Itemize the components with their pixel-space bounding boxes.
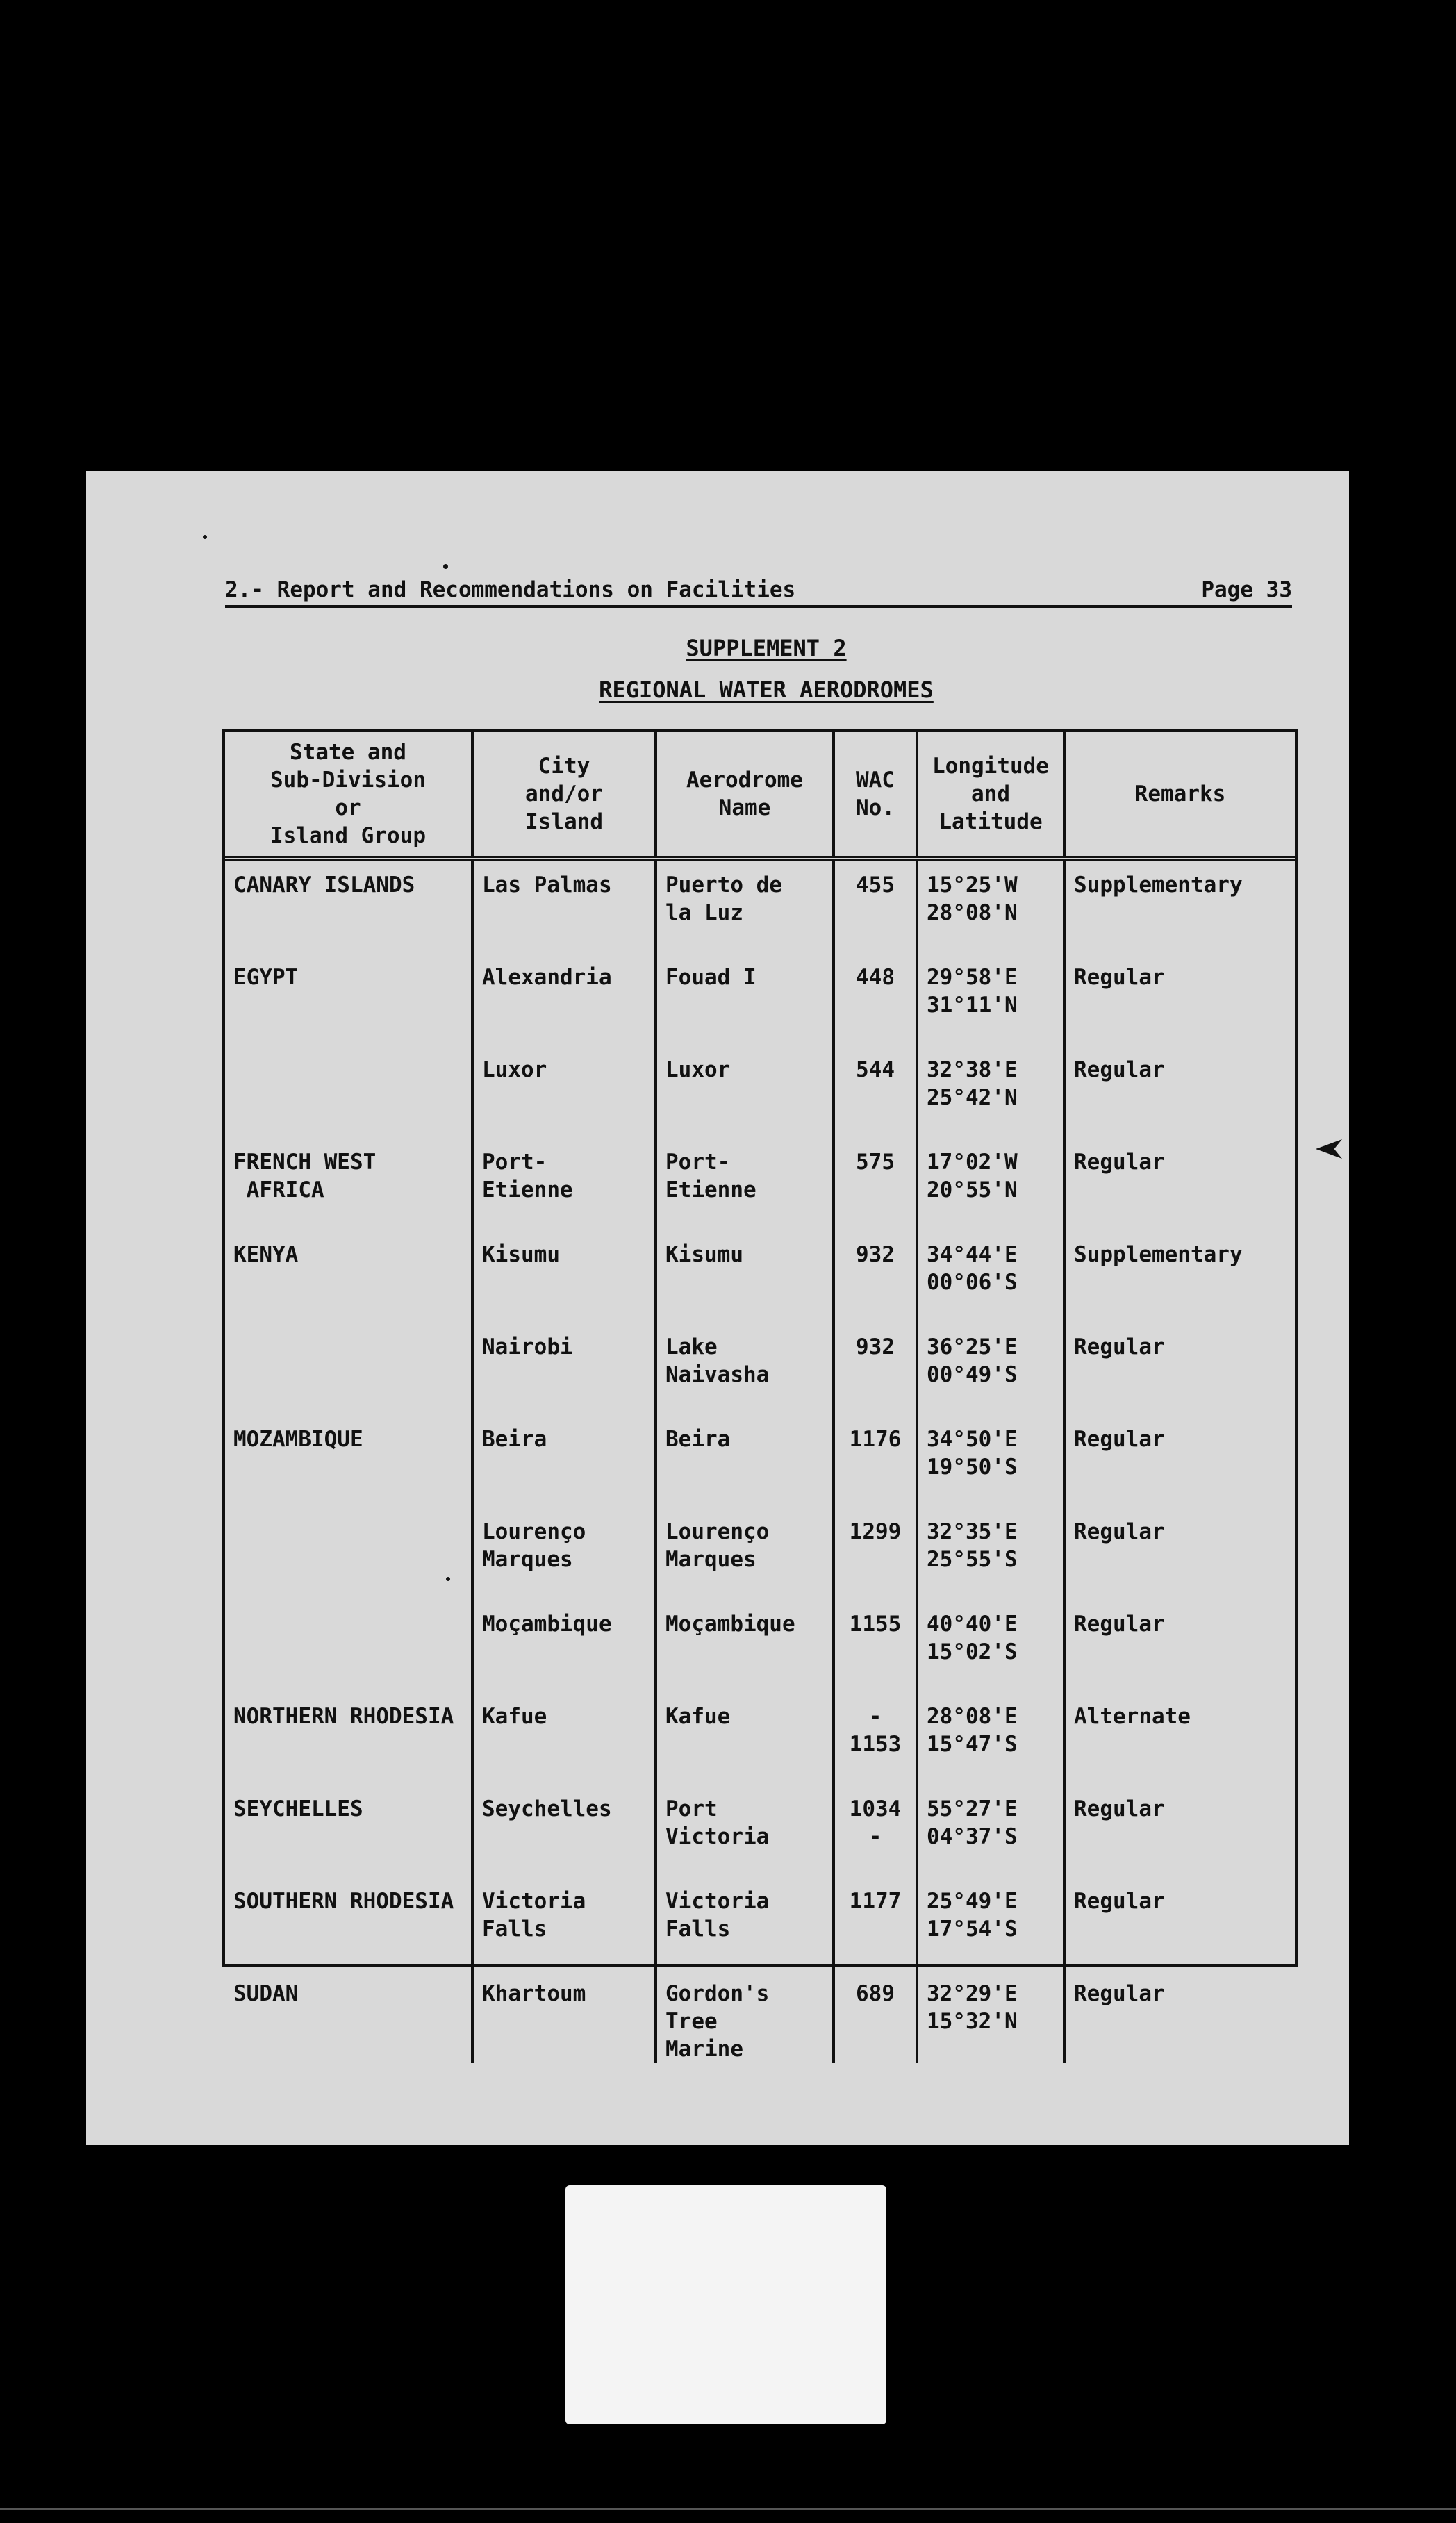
table-row (225, 1878, 1295, 1970)
cell-coordinates: 15°25'W 28°08'N (917, 859, 1064, 954)
cell-aerodrome: Puerto de la Luz (656, 859, 834, 954)
cell-coordinates: 32°38'E 25°42'N (917, 1046, 1064, 1139)
cell-remarks: Regular (1064, 1508, 1295, 1600)
table-header-row (225, 732, 1295, 859)
cell-state (225, 1323, 472, 1416)
cell-city: Alexandria (472, 954, 656, 1046)
cell-city: Khartoum (472, 1970, 656, 2063)
cell-state: EGYPT (233, 965, 299, 990)
header-section-title: 2.- Report and Recommendations on Facilities (225, 577, 796, 602)
cell-state: SEYCHELLES (233, 1796, 363, 1821)
cell-aerodrome: Lourenço Marques (656, 1508, 834, 1600)
cell-remarks: Regular (1064, 1878, 1295, 1970)
table-row (225, 1970, 1295, 2063)
document-page (86, 471, 1349, 2145)
cell-remarks: Regular (1064, 954, 1295, 1046)
cell-coordinates: 34°50'E 19°50'S (917, 1416, 1064, 1508)
cell-wac: 455 (834, 859, 917, 954)
supplement-title: SUPPLEMENT 2 (686, 635, 847, 661)
cell-wac: 1034 - (834, 1785, 917, 1878)
cell-coordinates: 29°58'E 31°11'N (917, 954, 1064, 1046)
cell-coordinates: 55°27'E 04°37'S (917, 1785, 1064, 1878)
cell-wac: - 1153 (834, 1693, 917, 1785)
speck (203, 535, 207, 539)
cell-remarks: Regular (1064, 1416, 1295, 1508)
cell-remarks: Regular (1064, 1785, 1295, 1878)
cell-city: Victoria Falls (472, 1878, 656, 1970)
col-city: City and/or Island (472, 732, 656, 859)
cell-aerodrome: Kafue (656, 1693, 834, 1785)
aerodrome-table-frame (222, 729, 1298, 2062)
cell-coordinates: 28°08'E 15°47'S (917, 1693, 1064, 1785)
cell-aerodrome: Port- Etienne (656, 1139, 834, 1231)
cell-city: Beira (472, 1416, 656, 1508)
table-row (225, 1139, 1295, 1231)
table-row (225, 1323, 1295, 1416)
table-row (225, 1693, 1295, 1785)
table-row (225, 1785, 1295, 1878)
cell-state: KENYA (233, 1242, 299, 1267)
cell-remarks: Alternate (1064, 1693, 1295, 1785)
cell-coordinates: 32°29'E 15°32'N (917, 1970, 1064, 2063)
col-state: State and Sub-Division or Island Group (225, 732, 472, 859)
cell-state: CANARY ISLANDS (233, 872, 415, 897)
cell-remarks: Regular (1064, 1600, 1295, 1693)
col-wac: WAC No. (834, 732, 917, 859)
cell-aerodrome: Port Victoria (656, 1785, 834, 1878)
cell-state (225, 1600, 472, 1693)
table-row (225, 1600, 1295, 1693)
cell-wac: 1155 (834, 1600, 917, 1693)
cell-coordinates: 17°02'W 20°55'N (917, 1139, 1064, 1231)
cell-state: SOUTHERN RHODESIA (233, 1889, 454, 1914)
cell-city: Lourenço Marques (472, 1508, 656, 1600)
cell-wac: 1177 (834, 1878, 917, 1970)
aerodrome-table (225, 732, 1295, 2063)
cell-remarks: Regular (1064, 1139, 1295, 1231)
table-row (225, 859, 1295, 954)
cell-aerodrome: Gordon's Tree Marine (656, 1970, 834, 2063)
cell-state: SUDAN (233, 1981, 299, 2006)
cell-aerodrome: Moçambique (656, 1600, 834, 1693)
cell-aerodrome: Kisumu (656, 1231, 834, 1323)
cell-state: MOZAMBIQUE (233, 1427, 363, 1452)
cell-remarks: Supplementary (1064, 859, 1295, 954)
col-coordinates: Longitude and Latitude (917, 732, 1064, 859)
cell-remarks: Regular (1064, 1323, 1295, 1416)
cell-state: FRENCH WEST AFRICA (233, 1150, 377, 1202)
cell-city: Kafue (472, 1693, 656, 1785)
cell-wac: 1299 (834, 1508, 917, 1600)
cell-aerodrome: Victoria Falls (656, 1878, 834, 1970)
cell-wac: 689 (834, 1970, 917, 2063)
table-row (225, 1416, 1295, 1508)
cell-coordinates: 34°44'E 00°06'S (917, 1231, 1064, 1323)
cell-state (225, 1046, 472, 1139)
table-row (225, 1231, 1295, 1323)
cell-wac: 932 (834, 1323, 917, 1416)
cell-remarks: Regular (1064, 1970, 1295, 2063)
cell-remarks: Supplementary (1064, 1231, 1295, 1323)
cell-city: Luxor (472, 1046, 656, 1139)
cell-coordinates: 25°49'E 17°54'S (917, 1878, 1064, 1970)
speck (446, 1577, 450, 1581)
col-remarks: Remarks (1064, 732, 1295, 859)
cell-aerodrome: Beira (656, 1416, 834, 1508)
cell-city: Seychelles (472, 1785, 656, 1878)
cell-aerodrome: Luxor (656, 1046, 834, 1139)
cell-wac: 544 (834, 1046, 917, 1139)
cell-coordinates: 40°40'E 15°02'S (917, 1600, 1064, 1693)
cell-city: Las Palmas (472, 859, 656, 954)
table-row (225, 1508, 1295, 1600)
cell-wac: 1176 (834, 1416, 917, 1508)
cell-aerodrome: Fouad I (656, 954, 834, 1046)
cell-wac: 448 (834, 954, 917, 1046)
page-number: Page 33 (1201, 577, 1292, 602)
table-title: REGIONAL WATER AERODROMES (599, 677, 934, 703)
cell-remarks: Regular (1064, 1046, 1295, 1139)
cell-city: Nairobi (472, 1323, 656, 1416)
cell-city: Kisumu (472, 1231, 656, 1323)
cell-city: Moçambique (472, 1600, 656, 1693)
index-card (565, 2185, 886, 2424)
cell-state (225, 1508, 472, 1600)
col-aerodrome: Aerodrome Name (656, 732, 834, 859)
page-header (225, 577, 1292, 608)
table-row (225, 1046, 1295, 1139)
cell-state: NORTHERN RHODESIA (233, 1704, 454, 1729)
cell-coordinates: 36°25'E 00°49'S (917, 1323, 1064, 1416)
speck (443, 564, 448, 569)
cell-wac: 932 (834, 1231, 917, 1323)
cell-city: Port- Etienne (472, 1139, 656, 1231)
cell-coordinates: 32°35'E 25°55'S (917, 1508, 1064, 1600)
table-row (225, 954, 1295, 1046)
film-edge-line (0, 2508, 1456, 2510)
cell-wac: 575 (834, 1139, 917, 1231)
cell-aerodrome: Lake Naivasha (656, 1323, 834, 1416)
